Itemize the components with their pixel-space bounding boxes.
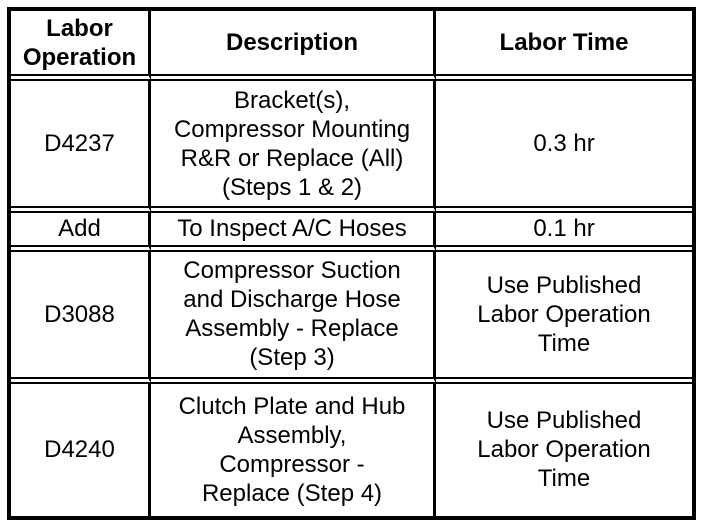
header-labor-time: Labor Time — [436, 11, 692, 81]
description-cell: Compressor Suction and Discharge Hose Assembly - Replace (Step 3) — [151, 252, 436, 384]
header-labor-operation: Labor Operation — [11, 11, 151, 81]
header-description: Description — [151, 11, 436, 81]
labor-time-cell: 0.1 hr — [436, 213, 692, 252]
table-row — [11, 384, 692, 516]
description-cell: Bracket(s), Compressor Mounting R&R or Replace (All) (Steps 1 & 2) — [151, 81, 436, 213]
description-cell: To Inspect A/C Hoses — [151, 213, 436, 252]
operation-cell: D4240 — [11, 384, 151, 516]
table-row — [11, 81, 692, 213]
operation-cell: D4237 — [11, 81, 151, 213]
labor-time-table — [7, 7, 696, 520]
table-row — [11, 213, 692, 252]
labor-time-cell: 0.3 hr — [436, 81, 692, 213]
description-cell: Clutch Plate and Hub Assembly, Compressor - Replace (Step 4) — [151, 384, 436, 516]
operation-cell: D3088 — [11, 252, 151, 384]
labor-time-cell: Use Published Labor Operation Time — [477, 407, 651, 493]
operation-cell: Add — [11, 213, 151, 252]
labor-time-cell: Use Published Labor Operation Time — [436, 252, 692, 384]
table-row — [11, 252, 692, 384]
header-row — [11, 11, 692, 81]
